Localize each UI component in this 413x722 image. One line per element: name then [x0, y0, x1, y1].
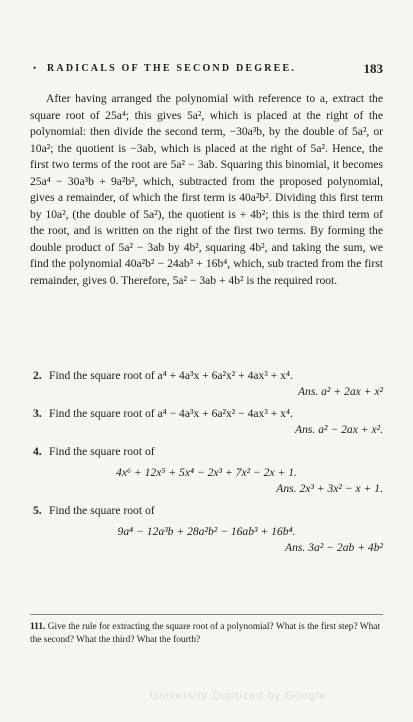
footnote	[30, 621, 383, 647]
problem-text: Find the square root of	[49, 504, 155, 517]
problem-item	[30, 368, 383, 400]
problem-list	[30, 368, 383, 562]
problem-item	[30, 406, 383, 438]
page-number: 183	[363, 61, 383, 76]
problem-number: 2.	[33, 369, 42, 382]
running-title: RADICALS OF THE SECOND DEGREE.	[47, 63, 297, 74]
problem-item	[30, 503, 383, 556]
problem-number: 5.	[33, 504, 42, 517]
watermark: University Digitized by Google	[150, 690, 327, 702]
problem-question	[30, 368, 383, 384]
problem-question	[30, 444, 383, 460]
problem-item	[30, 444, 383, 497]
problem-text: Find the square root of	[49, 445, 155, 458]
body-text	[30, 91, 383, 289]
running-header	[33, 62, 383, 78]
footnote-text: Give the rule for extracting the square root of a polynomial? What is the first step? What the second? What the third? What the fourth?	[30, 622, 381, 645]
explanation-paragraph: After having arranged the polynomial with reference to a, extract the square root of 25a⁴; this gives 5a², which is placed at the right of the polynomial: then divide the second term, −30a³b, by the double of 5a², or 10a²; the quotient is −3ab, which is placed at the right of 5a². Hence, the first two terms of the root are 5a² − 3ab. Squaring this binomial, it becomes 25a⁴ − 30a³b + 9a²b², which, subtracted from the proposed polynomial, gives a remainder, of which the first term is 40a²b². Dividing this first term by 10a², (the double of 5a²), the quotient is + 4b²; this is the third term of the root, and is written on the right of the first two terms. By forming the double product of 5a² − 3ab by 4b², squaring 4b², and taking the sum, we find the polynomial 40a²b² − 24ab³ + 16b⁴, which, sub tracted from the first remainder, gives 0. Therefore, 5a² − 3ab + 4b² is the required root.	[30, 92, 383, 287]
header-bullet: •	[33, 63, 37, 73]
footnote-number: 111.	[30, 622, 46, 632]
problem-expression: 4x⁶ + 12x⁵ + 5x⁴ − 2x³ + 7x² − 2x + 1.	[116, 466, 297, 479]
problem-number: 4.	[33, 445, 42, 458]
problem-answer: Ans. a² − 2ax + x².	[295, 423, 383, 436]
problem-text: Find the square root of a⁴ + 4a³x + 6a²x² + 4ax³ + x⁴.	[49, 369, 293, 382]
problem-answer: Ans. 2x³ + 3x² − x + 1.	[276, 482, 383, 495]
problem-question	[30, 406, 383, 422]
problem-text: Find the square root of a⁴ − 4a³x + 6a²x² − 4ax³ + x⁴.	[49, 407, 293, 420]
problem-expression: 9a⁴ − 12a³b + 28a²b² − 16ab³ + 16b⁴.	[117, 525, 296, 538]
problem-question	[30, 503, 383, 519]
problem-answer: Ans. 3a² − 2ab + 4b²	[285, 541, 383, 554]
problem-answer: Ans. a² + 2ax + x²	[297, 385, 383, 398]
footnote-divider	[30, 614, 383, 615]
problem-number: 3.	[33, 407, 42, 420]
